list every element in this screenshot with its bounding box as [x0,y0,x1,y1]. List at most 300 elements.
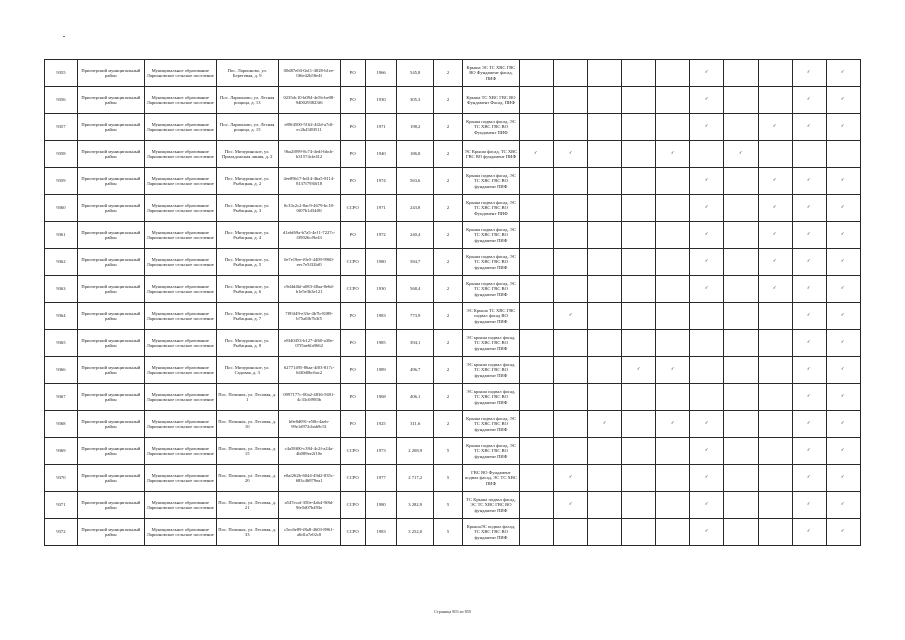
work-check-cell [690,357,724,384]
owner-cell: Муниципальное образование Ларионовское сельское поселение [144,492,216,519]
work-check-cell [656,276,690,303]
area-cell: 545,8 [397,60,434,87]
row-number: 9361 [45,222,78,249]
check-mark-icon: ✓ [772,286,778,292]
floors-cell: 2 [434,330,463,357]
check-mark-icon: ✓ [704,502,710,508]
work-check-cell [724,357,758,384]
work-check-cell [588,114,622,141]
address-cell: Пос. Мичуринское, ул. Рыбацкая, д. 3 [216,195,278,222]
work-check-cell [792,438,826,465]
work-check-cell [724,411,758,438]
area-cell: 2 208,9 [397,438,434,465]
work-check-cell [553,168,587,195]
works-list-cell: Крыша подвал фасад, ЭС ТС ХВС ГВС ВО фундамент ПИФ [463,276,520,303]
check-mark-icon: ✓ [841,367,846,373]
work-check-cell [758,141,792,168]
work-check-cell [724,384,758,411]
work-check-cell [656,330,690,357]
table-row [45,492,861,519]
works-list-cell: ТС Крыша подвал фасад, ЭС ТС ХВС ГВС ВО фундамент ПИФ [463,492,520,519]
house-type-cell: РО [340,411,365,438]
floors-cell: 5 [434,492,463,519]
work-check-cell [792,195,826,222]
work-check-cell [553,114,587,141]
table-row [45,438,861,465]
address-cell: Пос. Починок, ул. Лесовая, д. 20 [216,465,278,492]
works-list-cell: Крыша подвал фасад, ЭС ТС ХВС ГВС ВО Фундамент ПИФ [463,195,520,222]
work-check-cell [758,114,792,141]
house-id-cell: b0e8d091-e50b-4aeb-99e1d972cbab9c51 [278,411,340,438]
work-check-cell [553,276,587,303]
district-cell: Приозерский муниципальный район [77,492,144,519]
area-cell: 568,4 [397,276,434,303]
address-cell: Пос. Мичуринское, ул. Рыбацкая, д. 7 [216,303,278,330]
work-check-cell [588,222,622,249]
house-id-cell: 00d87e04-0a11-4028-b1ee-0f6e42b58e4f [278,60,340,87]
row-number: 9372 [45,519,78,546]
owner-cell: Муниципальное образование Ларионовское сельское поселение [144,357,216,384]
row-number: 9357 [45,114,78,141]
works-list-cell: Крыша ТС ХВС ГВС ВО Фундамент Фасад, ПИФ [463,87,520,114]
work-check-cell [553,438,587,465]
work-check-cell [826,195,860,222]
row-number: 9358 [45,141,78,168]
work-check-cell [826,168,860,195]
check-mark-icon: ✓ [704,205,710,211]
check-mark-icon: ✓ [704,232,710,238]
work-check-cell [724,519,758,546]
work-check-cell [519,114,553,141]
house-type-cell: ССРО [340,492,365,519]
house-id-cell: a547ecaf-350e-4ab4-9f8d-9fe5d07b493e [278,492,340,519]
year-built-cell: 1977 [365,465,397,492]
work-check-cell [690,249,724,276]
owner-cell: Муниципальное образование Ларионовское сельское поселение [144,195,216,222]
house-id-cell: 9ba2f099-8c74-4edf-bbcb-b31574cfe412 [278,141,340,168]
work-check-cell [622,141,656,168]
work-check-cell [519,303,553,330]
house-type-cell: ССРО [340,519,365,546]
check-mark-icon: ✓ [704,97,710,103]
owner-cell: Муниципальное образование Ларионовское сельское поселение [144,519,216,546]
work-check-cell [622,276,656,303]
table-row [45,141,861,168]
district-cell: Приозерский муниципальный район [77,519,144,546]
check-mark-icon: ✓ [841,340,846,346]
district-cell: Приозерский муниципальный район [77,60,144,87]
table-row [45,519,861,546]
work-check-cell [826,249,860,276]
work-check-cell [656,384,690,411]
house-type-cell: РО [340,303,365,330]
year-built-cell: 1985 [365,330,397,357]
address-cell: Пос. Починок, ул. Лесовая, д. 15 [216,438,278,465]
address-cell: Пос. Починок, ул. Лесовая, д. 1 [216,384,278,411]
check-mark-icon: ✓ [806,97,812,103]
owner-cell: Муниципальное образование Ларионовское сельское поселение [144,60,216,87]
floors-cell: 2 [434,60,463,87]
work-check-cell [656,249,690,276]
work-check-cell [690,195,724,222]
row-number: 9355 [45,60,78,87]
owner-cell: Муниципальное образование Ларионовское сельское поселение [144,411,216,438]
work-check-cell [690,411,724,438]
work-check-cell [622,303,656,330]
row-number: 9359 [45,168,78,195]
work-check-cell [656,195,690,222]
work-check-cell [758,303,792,330]
works-list-cell: КрышаЭС подвал фасад, ТС ХВС ГВС ВО фундамент ПИФ [463,519,520,546]
check-mark-icon: ✓ [841,529,846,535]
work-check-cell [622,87,656,114]
work-check-cell [724,249,758,276]
address-cell: Пос. Мичуринское, ул. Приладожская линия, д. 2 [216,141,278,168]
work-check-cell [758,249,792,276]
work-check-cell [826,303,860,330]
floors-cell: 2 [434,222,463,249]
district-cell: Приозерский муниципальный район [77,276,144,303]
check-mark-icon: ✓ [568,475,573,481]
table-row [45,303,861,330]
work-check-cell [656,114,690,141]
works-list-cell: Крыша подвал фасад, ЭС ТС ХВС ГВС ВО фундамент ПИФ [463,222,520,249]
check-mark-icon: ✓ [841,205,846,211]
work-check-cell [690,168,724,195]
check-mark-icon: ✓ [806,529,812,535]
works-list-cell: Крыша подвал фасад, ЭС ТС ХВС ГВС ВО фундамент ПИФ [463,168,520,195]
work-check-cell [519,276,553,303]
work-check-cell [588,357,622,384]
check-mark-icon: ✓ [806,421,812,427]
work-check-cell [519,411,553,438]
work-check-cell [553,519,587,546]
check-mark-icon: ✓ [806,394,812,400]
works-list-cell: ГВС ВО Фундамент подвал фасад, ЭС ТС ХВС ПИФ [463,465,520,492]
work-check-cell [724,222,758,249]
year-built-cell: 1925 [365,411,397,438]
area-cell: 406,1 [397,384,434,411]
owner-cell: Муниципальное образование Ларионовское сельское поселение [144,438,216,465]
work-check-cell [792,411,826,438]
area-cell: 773,9 [397,303,434,330]
work-check-cell [792,276,826,303]
floors-cell: 2 [434,168,463,195]
work-check-cell [826,519,860,546]
works-list-cell: ЭС Крыша фасад, ТС ХВС ГВС ВО фундамент ПИФ [463,141,520,168]
district-cell: Приозерский муниципальный район [77,141,144,168]
check-mark-icon: ✓ [806,205,812,211]
check-mark-icon: ✓ [534,151,539,157]
check-mark-icon: ✓ [806,178,812,184]
house-type-cell: РО [340,114,365,141]
check-mark-icon: ✓ [772,124,778,130]
work-check-cell [826,330,860,357]
year-built-cell: 1930 [365,276,397,303]
work-check-cell [792,303,826,330]
house-type-cell: ССРО [340,438,365,465]
work-check-cell [553,87,587,114]
table-row [45,276,861,303]
housing-register-table [44,59,861,546]
work-check-cell [826,357,860,384]
work-check-cell [622,168,656,195]
address-cell: Пос. Мичуринское, ул. Рыбацкая, д. 4 [216,222,278,249]
year-built-cell: 1973 [365,438,397,465]
work-check-cell [758,222,792,249]
house-type-cell: РО [340,168,365,195]
work-check-cell [826,411,860,438]
work-check-cell [588,141,622,168]
work-check-cell [690,114,724,141]
table-body [45,60,861,546]
row-number: 9364 [45,303,78,330]
work-check-cell [758,519,792,546]
work-check-cell [656,411,690,438]
row-number: 9368 [45,411,78,438]
work-check-cell [724,195,758,222]
house-type-cell: РО [340,87,365,114]
work-check-cell [690,276,724,303]
row-number: 9371 [45,492,78,519]
area-cell: 584,7 [397,249,434,276]
work-check-cell [690,303,724,330]
work-check-cell [724,141,758,168]
work-check-cell [792,357,826,384]
work-check-cell [553,195,587,222]
work-check-cell [588,303,622,330]
check-mark-icon: ✓ [704,259,710,265]
check-mark-icon: ✓ [841,124,846,130]
house-id-cell: 0997177c-00a2-4836-5691-4c33c0f983b [278,384,340,411]
house-type-cell: ССРО [340,195,365,222]
district-cell: Приозерский муниципальный район [77,303,144,330]
work-check-cell [519,168,553,195]
district-cell: Приозерский муниципальный район [77,195,144,222]
table-row [45,357,861,384]
check-mark-icon: ✓ [806,259,812,265]
work-check-cell [724,438,758,465]
work-check-cell [519,519,553,546]
work-check-cell [519,492,553,519]
year-built-cell: 1971 [365,114,397,141]
scan-mark [63,36,65,37]
check-mark-icon: ✓ [841,475,846,481]
work-check-cell [519,141,553,168]
check-mark-icon: ✓ [841,313,846,319]
year-built-cell: 1968 [365,384,397,411]
work-check-cell [519,222,553,249]
work-check-cell [622,114,656,141]
work-check-cell [622,492,656,519]
work-check-cell [724,168,758,195]
district-cell: Приозерский муниципальный район [77,384,144,411]
check-mark-icon: ✓ [841,97,846,103]
work-check-cell [724,60,758,87]
work-check-cell [792,519,826,546]
work-check-cell [656,465,690,492]
work-check-cell [724,303,758,330]
work-check-cell [724,330,758,357]
check-mark-icon: ✓ [704,124,710,130]
house-id-cell: 7f93f49-e33e-4b7b-8389-b75a0fb7b3f5 [278,303,340,330]
work-check-cell [622,438,656,465]
works-list-cell: ЭС крыша подвал фасад, ТС ХВС ГВС ВО фундамент ПИФ [463,330,520,357]
check-mark-icon: ✓ [704,448,710,454]
work-check-cell [622,330,656,357]
house-type-cell: РО [340,357,365,384]
check-mark-icon: ✓ [704,286,710,292]
check-mark-icon: ✓ [841,232,846,238]
works-list-cell: Крыша ЭС ТС ХВС ГВС ВО Фундамент фасад, ПИФ [463,60,520,87]
work-check-cell [826,465,860,492]
address-cell: Пос. Починок, ул. Лесовая, д. 33 [216,519,278,546]
check-mark-icon: ✓ [704,70,710,76]
work-check-cell [588,276,622,303]
floors-cell: 5 [434,465,463,492]
work-check-cell [792,492,826,519]
floors-cell: 5 [434,519,463,546]
work-check-cell [792,384,826,411]
district-cell: Приозерский муниципальный район [77,249,144,276]
owner-cell: Муниципальное образование Ларионовское сельское поселение [144,114,216,141]
work-check-cell [656,60,690,87]
table-row [45,330,861,357]
row-number: 9367 [45,384,78,411]
house-id-cell: c4a58f00-c394-4c2f-a24a-4b089ee2f10e [278,438,340,465]
address-cell: Пос. Починок, ул. Лесовая, д. 21 [216,492,278,519]
work-check-cell [656,168,690,195]
check-mark-icon: ✓ [806,475,812,481]
row-number: 9369 [45,438,78,465]
year-built-cell: 1972 [365,222,397,249]
work-check-cell [792,141,826,168]
floors-cell: 2 [434,411,463,438]
check-mark-icon: ✓ [670,421,676,427]
work-check-cell [622,465,656,492]
address-cell: Пос. Ларионово, ул. Лесная рощица, д. 13 [216,87,278,114]
work-check-cell [758,195,792,222]
row-number: 9360 [45,195,78,222]
work-check-cell [690,222,724,249]
works-list-cell: ЭС крыша подвал фасад, ТС ХВС ГВС ВО фундамент ПИФ [463,384,520,411]
work-check-cell [690,384,724,411]
work-check-cell [553,465,587,492]
work-check-cell [826,438,860,465]
work-check-cell [519,249,553,276]
check-mark-icon: ✓ [806,502,812,508]
work-check-cell [690,465,724,492]
owner-cell: Муниципальное образование Ларионовское сельское поселение [144,141,216,168]
check-mark-icon: ✓ [670,367,676,373]
work-check-cell [519,357,553,384]
owner-cell: Муниципальное образование Ларионовское сельское поселение [144,87,216,114]
works-list-cell: Крыша подвал фасад, ЭС ТС ХВС ГВС ВО фундамент ПИФ [463,411,520,438]
owner-cell: Муниципальное образование Ларионовское сельское поселение [144,384,216,411]
work-check-cell [826,222,860,249]
address-cell: Пос. Мичуринское, ул. Рыбацкая, д. 2 [216,168,278,195]
owner-cell: Муниципальное образование Ларионовское сельское поселение [144,276,216,303]
table-row [45,222,861,249]
floors-cell: 2 [434,276,463,303]
work-check-cell [588,384,622,411]
table-row [45,384,861,411]
check-mark-icon: ✓ [636,367,641,373]
area-cell: 240,4 [397,222,434,249]
work-check-cell [758,276,792,303]
house-type-cell: ССРО [340,276,365,303]
work-check-cell [553,384,587,411]
check-mark-icon: ✓ [841,421,846,427]
work-check-cell [758,438,792,465]
work-check-cell [553,330,587,357]
check-mark-icon: ✓ [704,178,710,184]
district-cell: Приозерский муниципальный район [77,411,144,438]
house-id-cell: 4ee89b17-bd14-4ba5-8114-8137f7930f18 [278,168,340,195]
area-cell: 305,3 [397,87,434,114]
work-check-cell [826,87,860,114]
work-check-cell [792,222,826,249]
work-check-cell [622,222,656,249]
house-id-cell: d1ebf69a-b7a5-4e11-7227c-f39026cf9e43 [278,222,340,249]
work-check-cell [622,411,656,438]
work-check-cell [690,438,724,465]
work-check-cell [826,60,860,87]
works-list-cell: Крыша подвал фасад, ЭС ТС ХВС ГВС ВО Фундамент ПИФ [463,114,520,141]
work-check-cell [553,249,587,276]
area-cell: 3 282,9 [397,492,434,519]
year-built-cell: 1940 [365,141,397,168]
work-check-cell [519,384,553,411]
check-mark-icon: ✓ [806,124,812,130]
work-check-cell [656,87,690,114]
work-check-cell [758,87,792,114]
address-cell: Пос. Мичуринское, ул. Садовая, д. 3 [216,357,278,384]
area-cell: 496,7 [397,357,434,384]
table-row [45,114,861,141]
floors-cell: 2 [434,249,463,276]
house-type-cell: ССРО [340,465,365,492]
check-mark-icon: ✓ [738,151,744,157]
check-mark-icon: ✓ [602,421,607,427]
table-row [45,168,861,195]
district-cell: Приозерский муниципальный район [77,168,144,195]
check-mark-icon: ✓ [704,421,710,427]
year-built-cell: 1980 [365,492,397,519]
address-cell: Пос. Мичуринское, ул. Рыбацкая, д. 8 [216,330,278,357]
row-number: 9365 [45,330,78,357]
check-mark-icon: ✓ [841,286,846,292]
district-cell: Приозерский муниципальный район [77,222,144,249]
row-number: 9370 [45,465,78,492]
work-check-cell [758,168,792,195]
district-cell: Приозерский муниципальный район [77,114,144,141]
house-type-cell: ССРО [340,249,365,276]
table-row [45,411,861,438]
house-type-cell: РО [340,141,365,168]
work-check-cell [588,168,622,195]
house-id-cell: e8f40453-b127-4f60-a30e-07f5ae6fa9662 [278,330,340,357]
area-cell: 311,6 [397,411,434,438]
table-row [45,60,861,87]
floors-cell: 2 [434,195,463,222]
work-check-cell [792,249,826,276]
work-check-cell [553,411,587,438]
address-cell: Пос. Мичуринское, ул. Рыбацкая, д. 5 [216,249,278,276]
check-mark-icon: ✓ [772,232,778,238]
house-id-cell: e89f4500-5162-4f2d-a7df-ec2b43f8f511 [278,114,340,141]
work-check-cell [588,438,622,465]
